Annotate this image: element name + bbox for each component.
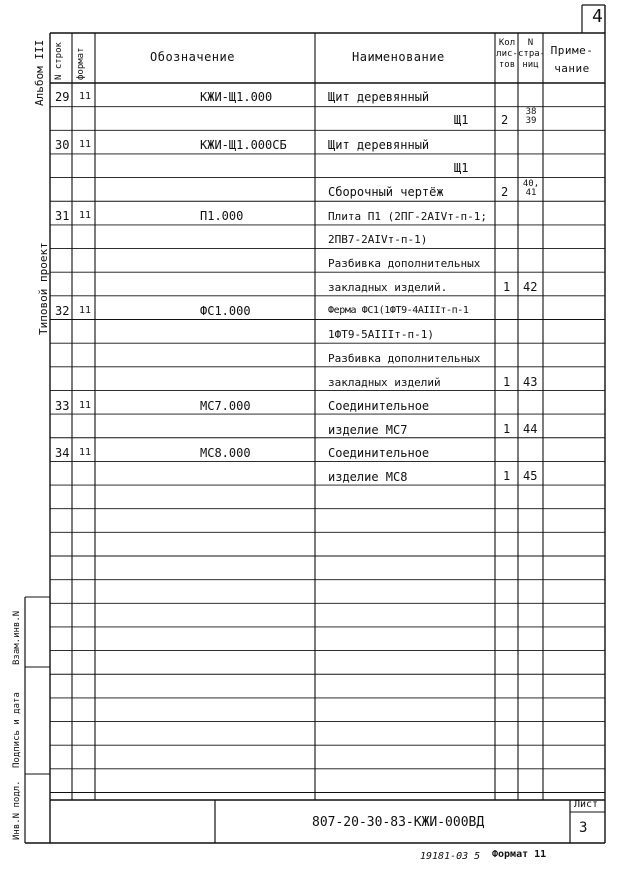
row-name: изделие МС8 [328, 470, 408, 484]
row-num: 33 [55, 399, 70, 413]
row-num: 34 [55, 446, 70, 460]
row-name: 1ФТ9-5АIIIт-п-1) [328, 328, 434, 341]
row-count: 2 [501, 113, 509, 127]
row-name: Разбивка дополнительных [328, 352, 481, 365]
row-pages: 42 [523, 280, 538, 294]
row-designation: МС8.000 [200, 446, 251, 460]
row-count: 1 [503, 469, 511, 483]
stamp-sign-date: Подпись и дата [12, 692, 22, 768]
row-name: Щит деревянный [328, 90, 430, 104]
row-name: Плита П1 (2ПГ-2АIVт-п-1; [328, 210, 487, 223]
row-format: 11 [79, 210, 92, 221]
row-format: 11 [79, 447, 92, 458]
document-code: 807-20-30-83-КЖИ-000ВД [312, 815, 485, 830]
row-format: 11 [79, 305, 92, 316]
row-name: изделие МС7 [328, 423, 408, 437]
row-name: Ферма ФС1(1ФТ9-4АIIIт-п-1 [328, 305, 469, 316]
row-designation: МС7.000 [200, 399, 251, 413]
row-num: 31 [55, 209, 70, 223]
row-designation: П1.000 [200, 209, 244, 223]
row-format: 11 [79, 400, 92, 411]
row-count: 1 [503, 422, 511, 436]
row-format: 11 [79, 139, 92, 150]
album-label: Альбом III [33, 39, 46, 106]
header-note: Приме- чание [550, 44, 594, 75]
row-name-right: Щ1 [454, 161, 469, 175]
row-count: 1 [503, 375, 511, 389]
row-name-right: Щ1 [454, 113, 469, 127]
row-pages: 44 [523, 422, 538, 436]
row-name: Соединительное [328, 446, 430, 460]
row-name: Сборочный чертёж [328, 185, 444, 199]
row-name: закладных изделий. [328, 281, 448, 294]
row-count: 2 [501, 185, 509, 199]
header-pages: N стра- ниц [518, 38, 546, 70]
row-count: 1 [503, 280, 511, 294]
row-designation: КЖИ-Щ1.000 [200, 90, 273, 104]
row-designation: ФС1.000 [200, 304, 251, 318]
sheet-number: 3 [579, 820, 588, 836]
row-name: Разбивка дополнительных [328, 257, 481, 270]
row-designation: КЖИ-Щ1.000СБ [200, 138, 287, 152]
stamp-inv-replace: Взам.инв.N [12, 610, 22, 665]
row-name: закладных изделий [328, 376, 441, 389]
order-number: 19181-03 5 [420, 851, 481, 862]
row-format: 11 [79, 91, 92, 102]
row-pages: 40, 41 [522, 179, 540, 198]
header-format-col: формат [76, 47, 86, 80]
header-name: Наименование [352, 50, 445, 64]
header-rows-col: N строк [54, 42, 64, 80]
row-pages: 43 [523, 375, 538, 389]
row-num: 29 [55, 90, 70, 104]
typical-project-label: Типовой проект [37, 242, 50, 335]
row-pages: 38 39 [525, 107, 537, 126]
row-num: 30 [55, 138, 70, 152]
row-name: Соединительное [328, 399, 430, 413]
sheet-label: Лист [574, 799, 599, 810]
row-name: 2ПВ7-2АIVт-п-1) [328, 233, 428, 246]
header-designation: Обозначение [150, 50, 235, 64]
row-num: 32 [55, 304, 70, 318]
format-label: Формат 11 [492, 849, 547, 860]
stamp-inv-original: Инв.N подл. [12, 780, 22, 840]
row-pages: 45 [523, 469, 538, 483]
row-name: Щит деревянный [328, 138, 430, 152]
header-sheets-count: Кол лис- тов [496, 38, 518, 70]
corner-sheet-number: 4 [592, 6, 603, 27]
